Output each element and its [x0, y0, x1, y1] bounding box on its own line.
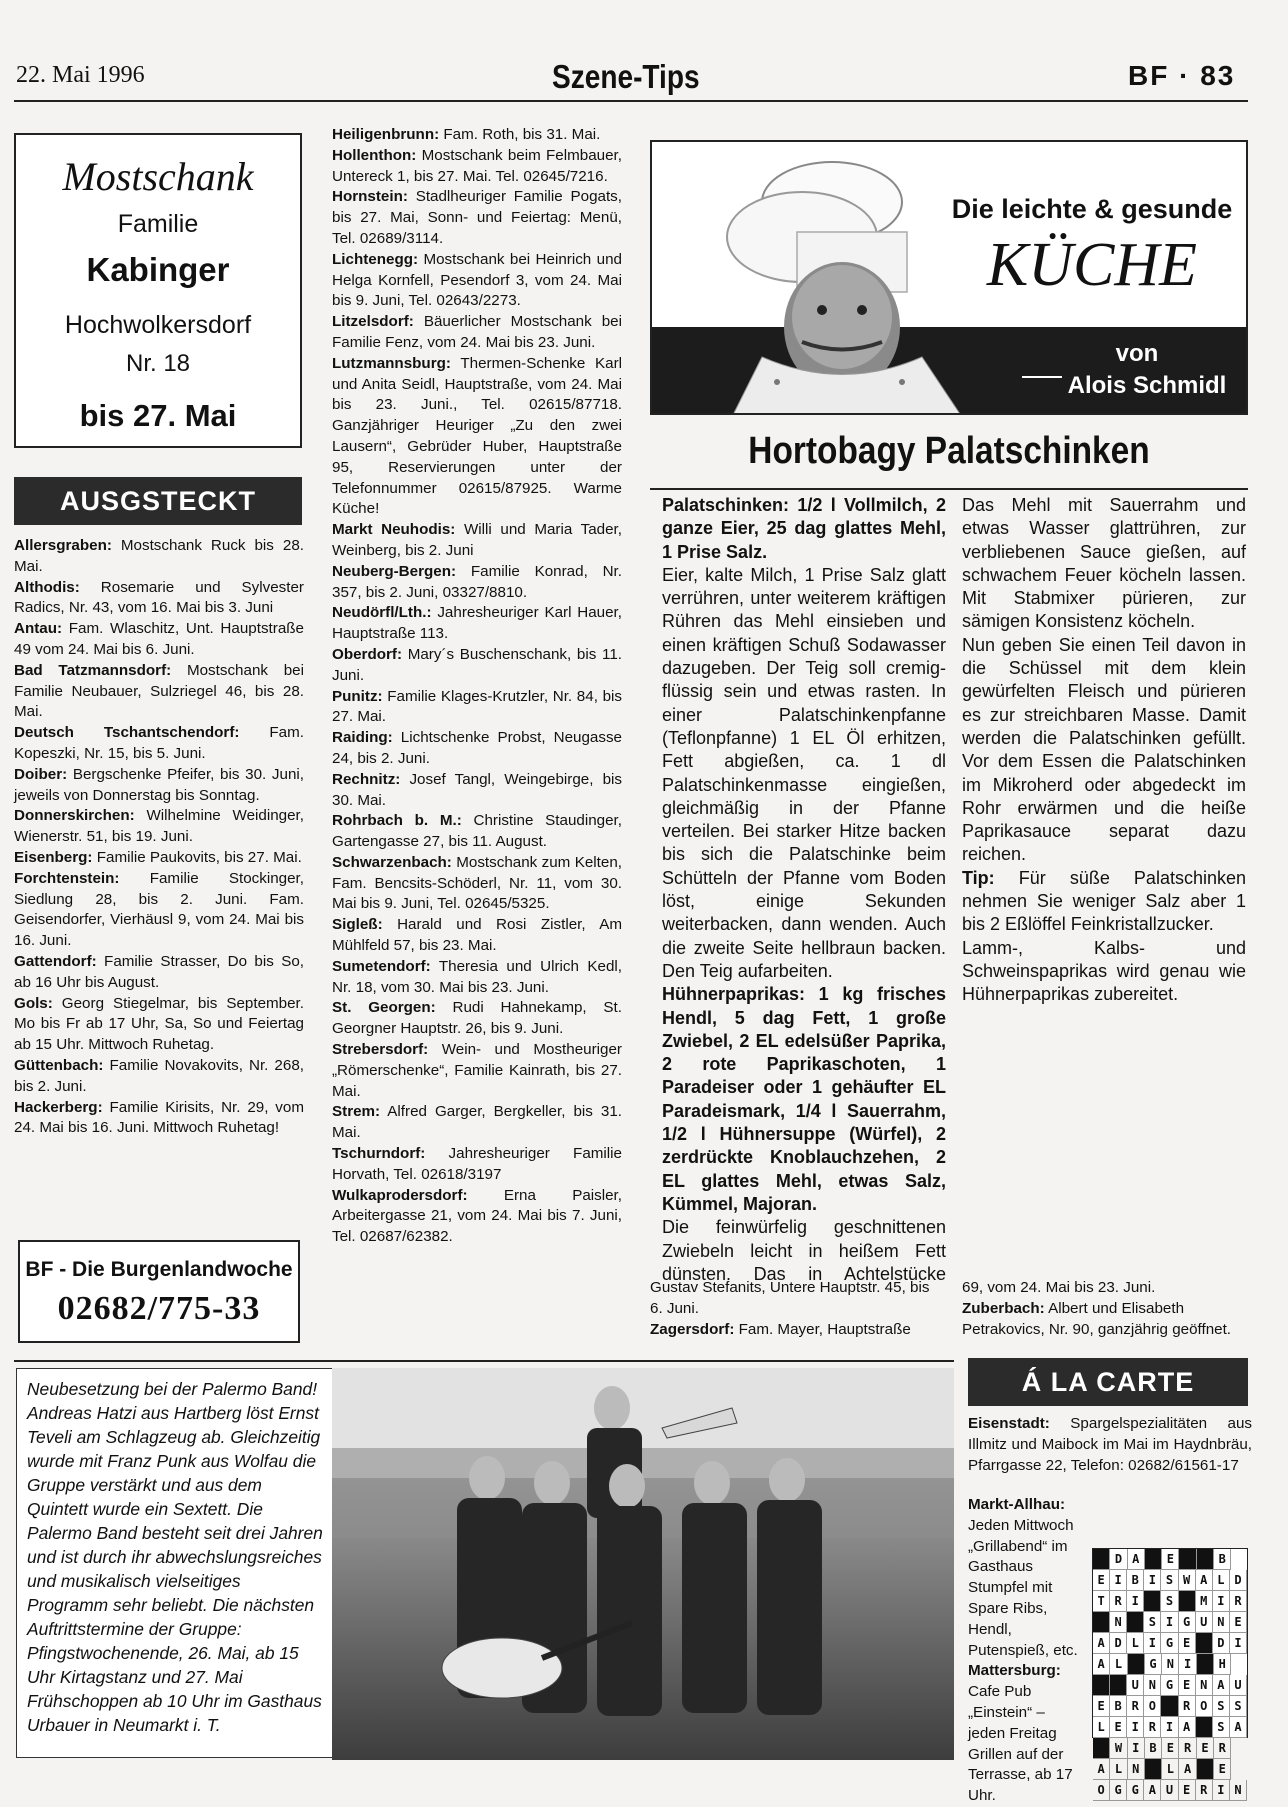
- puzzle-cell: U: [1230, 1675, 1247, 1696]
- listing-text: Familie Kirisits, Nr. 29, vom 24. Mai bis 16. Juni. Mittwoch Ruhetag!: [14, 1098, 304, 1137]
- listing-item: [332, 603, 622, 645]
- listing-place: Neuberg-Bergen:: [332, 562, 457, 580]
- puzzle-cell: L: [1110, 1759, 1127, 1780]
- listing-text: Jahresheuriger Familie Horvath, Tel. 02618/3197: [332, 1145, 622, 1183]
- a-la-carte-heading: Á LA CARTE: [968, 1358, 1248, 1406]
- puzzle-cell: G: [1110, 1780, 1127, 1801]
- puzzle-cell: R: [1127, 1696, 1144, 1717]
- header-divider: [14, 100, 1248, 102]
- listing-place: Zuberbach:: [962, 1299, 1045, 1317]
- recipe-step-5: Lamm-, Kalbs- und Schweinspaprikas wird genau wie Hühnerpaprikas zubereitet.: [962, 937, 1246, 1005]
- puzzle-cell: G: [1161, 1675, 1178, 1696]
- listing-item: [332, 998, 622, 1040]
- listing-place: Strem:: [332, 1103, 381, 1121]
- puzzle-cell: U: [1196, 1612, 1213, 1633]
- puzzle-cell: [1196, 1717, 1213, 1738]
- puzzle-cell: N: [1128, 1759, 1145, 1780]
- puzzle-cell: D: [1230, 1570, 1247, 1591]
- tip-label: Tip:: [962, 867, 995, 888]
- recipe-ingredients-huehnerpaprikas: Hühnerpaprikas: 1 kg frisches Hendl, 5 dag Fett, 1 große Zwiebel, 2 EL edelsüßer Paprika, 2 rote Paprikaschoten, 1 Paradeiser oder 1 gehäufter EL Paradeismark, 1/4 l Sauerrahm, 1/2 l Hühnersuppe (Würfel), 2 zerdrückte Knoblauchzehen, 2 EL glattes Mehl, etwas Salz, Kümmel, Majoran.: [662, 984, 946, 1214]
- listing-place: Zagersdorf:: [650, 1320, 735, 1338]
- listing-item: [14, 994, 304, 1056]
- puzzle-cell: [1145, 1549, 1162, 1570]
- listing-place: Raiding:: [332, 729, 393, 747]
- listing-continuation-2: [962, 1278, 1252, 1340]
- listing-item: [14, 619, 304, 661]
- kueche-von: von: [1115, 340, 1159, 367]
- puzzle-cell: S: [1161, 1570, 1178, 1591]
- recipe-column-2: [962, 494, 1246, 1007]
- puzzle-cell: A: [1128, 1549, 1145, 1570]
- puzzle-row: [1093, 1549, 1247, 1570]
- listing-place: Sumetendorf:: [332, 957, 431, 975]
- recipe-column-1: [662, 494, 946, 1286]
- listing-place: Schwarzenbach:: [332, 853, 452, 871]
- listing-place: Strebersdorf:: [332, 1041, 429, 1059]
- listing-item: [332, 187, 622, 249]
- listing-item: [332, 728, 622, 770]
- puzzle-cell: R: [1196, 1780, 1213, 1801]
- puzzle-cell: E: [1162, 1738, 1179, 1759]
- listing-text: Erna Paisler, Arbeitergasse 21, vom 24. Mai bis 7. Juni, Tel. 02687/62382.: [332, 1186, 622, 1246]
- puzzle-cell: [1197, 1759, 1214, 1780]
- listing-place: Hackerberg:: [14, 1098, 103, 1116]
- puzzle-cell: W: [1110, 1738, 1127, 1759]
- carte-entries-narrow: [968, 1495, 1080, 1807]
- listing-item: [332, 915, 622, 957]
- carte-text: Cafe Pub „Einstein“ – jeden Freitag Grillen auf der Terrasse, ab 17 Uhr.: [968, 1683, 1073, 1805]
- puzzle-cell: D: [1110, 1633, 1127, 1654]
- listing-place: Lutzmannsburg:: [332, 354, 451, 372]
- mostschank-title: Mostschank: [62, 154, 254, 199]
- puzzle-cell: R: [1214, 1738, 1231, 1759]
- listing-item: [332, 853, 622, 915]
- listing-text: Familie Paukovits, bis 27. Mai.: [92, 848, 302, 866]
- listing-text: Mostschank beim Felmbauer, Untereck 1, bis 27. Mai. Tel. 02645/7216.: [332, 146, 622, 185]
- puzzle-row: [1093, 1633, 1247, 1654]
- puzzle-cell: H: [1214, 1654, 1231, 1675]
- listing-place: Markt Neuhodis:: [332, 521, 456, 539]
- carte-place: Markt-Allhau:: [968, 1496, 1066, 1513]
- puzzle-cell: [1128, 1654, 1145, 1675]
- puzzle-cell: [1110, 1675, 1127, 1696]
- puzzle-cell: N: [1213, 1612, 1230, 1633]
- puzzle-cell: E: [1110, 1717, 1127, 1738]
- listing-text: Fam. Kopeszki, Nr. 15, bis 5. Juni.: [14, 724, 304, 762]
- puzzle-cell: [1145, 1759, 1162, 1780]
- listing-text: Familie Klages-Krutzler, Nr. 84, bis 27. Mai.: [332, 687, 622, 726]
- puzzle-cell: I: [1179, 1654, 1196, 1675]
- puzzle-cell: E: [1093, 1570, 1110, 1591]
- listing-item: [332, 562, 622, 604]
- puzzle-cell: N: [1144, 1675, 1161, 1696]
- listing-text: Alfred Garger, Bergkeller, bis 31. Mai.: [332, 1103, 622, 1142]
- listing-text: Thermen-Schenke Karl und Anita Seidl, Hauptstraße, vom 24. Mai bis 23. Juni., Tel. 02615/87718. Ganzjähriger Heuriger „Zu den zwei Lausern“, Gebrüder Huber, Hauptstraße 95, Reservierungen unter der Telefonnummer 02615/87925. Warme Küche!: [332, 354, 622, 518]
- puzzle-cell: E: [1179, 1780, 1196, 1801]
- kueche-title: KÜCHE: [986, 231, 1198, 299]
- puzzle-cell: L: [1213, 1570, 1230, 1591]
- listing-text: Wilhelmine Weidinger, Wienerstr. 51, bis 19. Juni.: [14, 807, 304, 846]
- listing-text: Jahresheuriger Karl Hauer, Hauptstraße 113.: [332, 604, 622, 643]
- listing-item: [332, 811, 622, 853]
- listing-place: Deutsch Tschantschendorf:: [14, 724, 240, 742]
- recipe-step-4: Nun geben Sie einen Teil davon in die Schüssel mit dem klein gewürfelten Fleisch und pürieren es zur streichbaren Masse. Damit werden die Palatschinken gefüllt. Vor dem Essen die Palatschinken im Mikroherd oder abgedeckt im Rohr erwärmen und die heiße Paprikasauce separat dazu reichen.: [962, 634, 1246, 865]
- listing-text: Fam. Wlaschitz, Unt. Hauptstraße 49 vom 24. Mai bis 6. Juni.: [14, 620, 304, 658]
- puzzle-cell: I: [1127, 1717, 1144, 1738]
- puzzle-cell: U: [1127, 1675, 1144, 1696]
- puzzle-cell: R: [1179, 1738, 1196, 1759]
- listing-place: Wulkaprodersdorf:: [332, 1186, 468, 1204]
- listing-text: Theresia und Ulrich Kedl, Nr. 18, vom 30. Mai bis 23. Juni.: [332, 957, 622, 996]
- puzzle-cell: [1093, 1612, 1110, 1633]
- puzzle-cell: L: [1127, 1633, 1144, 1654]
- recipe-step-3: Das Mehl mit Sauerrahm und etwas Wasser glattrühren, zur verbliebenen Sauce gießen, auf schwachem Feuer köcheln lassen. Mit Stabmixer pürieren, zur sämigen Konsistenz köcheln.: [962, 495, 1246, 632]
- puzzle-cell: D: [1213, 1633, 1230, 1654]
- puzzle-cell: S: [1161, 1591, 1178, 1612]
- listing-text: Stadlheuriger Familie Pogats, bis 27. Mai, Sonn- und Feiertag: Menü, Tel. 02689/3114.: [332, 188, 622, 247]
- listing-text: Familie Strasser, Do bis So, ab 16 Uhr bis August.: [14, 952, 304, 991]
- puzzle-cell: I: [1144, 1570, 1161, 1591]
- tip-text: Für süße Palatschinken nehmen Sie weniger Salz aber 1 bis 2 Eßlöffel Feinkristallzucker.: [962, 867, 1246, 935]
- puzzle-cell: A: [1196, 1570, 1213, 1591]
- puzzle-row: [1093, 1591, 1247, 1612]
- kueche-subtitle: Die leichte & gesunde: [951, 194, 1233, 224]
- puzzle-cell: I: [1144, 1633, 1161, 1654]
- listing-place: Güttenbach:: [14, 1056, 104, 1074]
- puzzle-cell: T: [1093, 1591, 1110, 1612]
- listing-place: Bad Tatzmannsdorf:: [14, 661, 172, 679]
- listing-text: Mostschank bei Heinrich und Helga Kornfell, Pesendorf 3, vom 24. Mai bis 9. Juni, Tel. 02643/2273.: [332, 250, 622, 310]
- listing-place: Allersgraben:: [14, 537, 112, 554]
- listing-cont-text: Gustav Stefanits, Untere Hauptstr. 45, bis 6. Juni.: [650, 1279, 930, 1317]
- mostschank-family: Familie: [117, 210, 199, 238]
- puzzle-cell: R: [1110, 1591, 1127, 1612]
- listing-item: [332, 250, 622, 312]
- listing-item: [14, 869, 304, 952]
- listing-column-1: [14, 536, 304, 1139]
- crossword-puzzle: [1092, 1548, 1248, 1797]
- puzzle-row: [1093, 1675, 1247, 1696]
- listing-place: Tschurndorf:: [332, 1145, 426, 1163]
- puzzle-cell: D: [1110, 1549, 1127, 1570]
- listing-place: Heiligenbrunn:: [332, 126, 440, 143]
- listing-text: Mostschank Ruck bis 28. Mai.: [14, 537, 304, 575]
- puzzle-cell: O: [1144, 1696, 1161, 1717]
- listing-item: [14, 848, 304, 869]
- listing-item: [332, 687, 622, 729]
- listing-place: Neudörfl/Lth.:: [332, 604, 432, 622]
- puzzle-cell: L: [1093, 1717, 1110, 1738]
- listing-place: Litzelsdorf:: [332, 313, 414, 331]
- puzzle-cell: B: [1110, 1696, 1127, 1717]
- listing-place: Hornstein:: [332, 188, 408, 206]
- puzzle-cell: N: [1196, 1675, 1213, 1696]
- listing-text: Mary´s Buschenschank, bis 11. Juni.: [332, 645, 622, 684]
- listing-text: Mostschank bei Familie Neubauer, Sulzriegel 46, bis 28. Mai.: [14, 661, 304, 721]
- band-photo: [332, 1368, 954, 1760]
- puzzle-cell: S: [1144, 1612, 1161, 1633]
- mostschank-number: Nr. 18: [125, 350, 191, 377]
- chef-portrait: [652, 142, 992, 415]
- puzzle-row: [1093, 1738, 1247, 1759]
- listing-item: [14, 1098, 304, 1140]
- listing-item: [332, 1186, 622, 1248]
- puzzle-cell: G: [1127, 1780, 1144, 1801]
- puzzle-cell: N: [1162, 1654, 1179, 1675]
- listing-item: [14, 765, 304, 807]
- carte-place: Mattersburg:: [968, 1662, 1061, 1680]
- listing-item: [332, 125, 622, 146]
- puzzle-cell: R: [1179, 1696, 1196, 1717]
- listing-place: Doiber:: [14, 765, 68, 783]
- listing-item: [332, 1040, 622, 1102]
- page-number: BF · 83: [1128, 60, 1236, 91]
- puzzle-cell: I: [1213, 1591, 1230, 1612]
- listing-text: Familie Novakovits, Nr. 268, bis 2. Juni.: [14, 1056, 304, 1095]
- mostschank-town: Hochwolkersdorf: [64, 311, 252, 339]
- issue-date: 22. Mai 1996: [16, 62, 145, 88]
- listing-item: [14, 661, 304, 723]
- puzzle-cell: W: [1179, 1570, 1196, 1591]
- puzzle-cell: A: [1144, 1780, 1161, 1801]
- listing-place: Althodis:: [14, 578, 80, 596]
- carte-entry-eisenstadt: [968, 1414, 1252, 1476]
- listing-place: Sigleß:: [332, 916, 383, 934]
- puzzle-cell: [1197, 1654, 1214, 1675]
- listing-place: Punitz:: [332, 687, 383, 705]
- listing-continuation-1: [650, 1278, 940, 1340]
- puzzle-cell: E: [1197, 1738, 1214, 1759]
- listing-column-2: [332, 125, 622, 1248]
- listing-item: [14, 578, 304, 620]
- recipe-divider: [650, 488, 1248, 490]
- listing-place: Gattendorf:: [14, 952, 97, 970]
- listing-text: Albert und Elisabeth Petrakovics, Nr. 90, ganzjährig geöffnet.: [962, 1299, 1232, 1338]
- puzzle-cell: A: [1213, 1675, 1230, 1696]
- listing-place: Gols:: [14, 994, 53, 1012]
- puzzle-cell: [1093, 1549, 1110, 1570]
- recipe-ingredients-palatschinken: Palatschinken: 1/2 l Vollmilch, 2 ganze Eier, 25 dag glattes Mehl, 1 Prise Salz.: [662, 495, 946, 562]
- puzzle-cell: [1127, 1612, 1144, 1633]
- listing-text: Familie Konrad, Nr. 357, bis 2. Juni, 03327/8810.: [332, 562, 622, 601]
- puzzle-cell: G: [1161, 1633, 1178, 1654]
- bottom-divider: [14, 1360, 954, 1362]
- listing-item: [332, 312, 622, 354]
- listing-item: [332, 770, 622, 812]
- puzzle-cell: B: [1214, 1549, 1231, 1570]
- puzzle-cell: I: [1230, 1633, 1247, 1654]
- section-title: Szene-Tips: [552, 58, 700, 95]
- recipe-tip: [962, 867, 1246, 937]
- puzzle-cell: A: [1093, 1654, 1110, 1675]
- puzzle-cell: S: [1213, 1717, 1230, 1738]
- burgenlandwoche-ad: [18, 1240, 300, 1343]
- puzzle-cell: E: [1230, 1612, 1247, 1633]
- palermo-article: Neubesetzung bei der Palermo Band! Andreas Hatzi aus Hartberg löst Ernst Teveli am Schlagzeug ab. Gleichzeitig wurde mit Franz Punk aus Wolfau die Gruppe verstärkt und aus dem Quintett wurde ein Sextett. Die Palermo Band besteht seit drei Jahren und ist durch ihr abwechslungsreiches und musikalisch vielseitiges Programm sehr beliebt. Die nächsten Auftrittstermine der Gruppe: Pfingstwochenende, 26. Mai, ab 15 Uhr Kirtagstanz und 27. Mai Frühschoppen ab 10 Uhr im Gasthaus Urbauer in Neumarkt i. T.: [16, 1368, 334, 1758]
- kueche-banner: [650, 140, 1248, 415]
- bf-title: BF - Die Burgenlandwoche: [25, 1258, 293, 1281]
- puzzle-cell: A: [1179, 1717, 1196, 1738]
- listing-place: Rechnitz:: [332, 770, 401, 788]
- puzzle-cell: [1179, 1549, 1196, 1570]
- listing-place: Forchtenstein:: [14, 869, 120, 887]
- mostschank-ad: [14, 133, 302, 448]
- listing-text: Wein- und Mostheuriger „Römerschenke“, Familie Kainrath, bis 27. Mai.: [332, 1041, 622, 1100]
- puzzle-row: [1093, 1654, 1247, 1675]
- puzzle-cell: E: [1179, 1633, 1196, 1654]
- puzzle-row: [1093, 1612, 1247, 1633]
- listing-text: Fam. Roth, bis 31. Mai.: [439, 126, 601, 143]
- listing-item: [14, 723, 304, 765]
- listing-item: [332, 146, 622, 188]
- listing-place: Rohrbach b. M.:: [332, 812, 462, 830]
- listing-text: Christine Staudinger, Gartengasse 27, bis 11. August.: [332, 812, 622, 851]
- puzzle-cell: O: [1093, 1780, 1110, 1801]
- puzzle-cell: [1093, 1675, 1110, 1696]
- puzzle-cell: U: [1161, 1780, 1178, 1801]
- listing-text: Bergschenke Pfeifer, bis 30. Juni, jeweils von Donnerstag bis Sonntag.: [14, 765, 304, 804]
- listing-item: [332, 354, 622, 520]
- listing-item: [332, 1144, 622, 1186]
- listing-item: [332, 1102, 622, 1144]
- puzzle-cell: I: [1161, 1717, 1178, 1738]
- puzzle-cell: L: [1162, 1759, 1179, 1780]
- listing-text: Harald und Rosi Zistler, Am Mühlfeld 57, bis 23. Mai.: [332, 916, 622, 955]
- puzzle-cell: E: [1214, 1759, 1231, 1780]
- puzzle-cell: I: [1128, 1738, 1145, 1759]
- listing-text: Bäuerlicher Mostschank bei Familie Fenz, vom 24. Mai bis 23. Juni.: [332, 313, 622, 351]
- listing-text: Rosemarie und Sylvester Radics, Nr. 43, vom 16. Mai bis 3. Juni: [14, 578, 304, 617]
- puzzle-cell: B: [1145, 1738, 1162, 1759]
- puzzle-cell: I: [1161, 1612, 1178, 1633]
- kueche-author: Alois Schmidl: [1067, 372, 1227, 399]
- bf-phone: 02682/775-33: [57, 1290, 261, 1327]
- listing-item: [14, 1056, 304, 1098]
- listing-item: [332, 645, 622, 687]
- puzzle-row: [1093, 1717, 1247, 1738]
- listing-place: Oberdorf:: [332, 645, 403, 663]
- carte-text: Spargelspezialitäten aus Illmitz und Maibock im Mai im Haydnbräu, Pfarrgasse 22, Telefon: 02682/61561-17: [968, 1415, 1252, 1474]
- puzzle-cell: A: [1179, 1759, 1196, 1780]
- listing-text: Georg Stiegelmar, bis September. Mo bis Fr ab 17 Uhr, Sa, So und Feiertag ab 15 Uhr. Mittwoch Ruhetag.: [14, 994, 304, 1054]
- listing-item: [332, 520, 622, 562]
- listing-place: Antau:: [14, 620, 63, 638]
- puzzle-cell: S: [1213, 1696, 1230, 1717]
- listing-item: [332, 957, 622, 999]
- puzzle-cell: E: [1162, 1549, 1179, 1570]
- listing-place: Donnerskirchen:: [14, 807, 135, 825]
- puzzle-cell: B: [1127, 1570, 1144, 1591]
- puzzle-row: [1093, 1759, 1247, 1780]
- puzzle-cell: S: [1230, 1696, 1247, 1717]
- listing-item: [650, 1320, 940, 1341]
- listing-place: Hollenthon:: [332, 146, 417, 164]
- puzzle-row: [1093, 1780, 1247, 1801]
- puzzle-cell: I: [1213, 1780, 1230, 1801]
- carte-place: Eisenstadt:: [968, 1415, 1050, 1432]
- recipe-title: Hortobagy Palatschinken: [748, 430, 1150, 472]
- puzzle-cell: E: [1179, 1675, 1196, 1696]
- puzzle-row: [1093, 1696, 1247, 1717]
- listing-text: Fam. Mayer, Hauptstraße: [734, 1320, 911, 1338]
- listing-item: [14, 806, 304, 848]
- puzzle-cell: I: [1110, 1570, 1127, 1591]
- listing-text: Mostschank zum Kelten, Fam. Bencsits-Schöderl, Nr. 11, vom 30. Mai bis 9. Juni, Tel. 02645/5325.: [332, 853, 622, 913]
- listing-item: [962, 1299, 1252, 1341]
- puzzle-cell: A: [1093, 1633, 1110, 1654]
- puzzle-cell: [1196, 1633, 1213, 1654]
- puzzle-cell: [1161, 1696, 1178, 1717]
- listing-item: [14, 952, 304, 994]
- puzzle-cell: M: [1196, 1591, 1213, 1612]
- puzzle-cell: L: [1110, 1654, 1127, 1675]
- mostschank-until: bis 27. Mai: [79, 398, 237, 433]
- puzzle-cell: [1093, 1738, 1110, 1759]
- recipe-step-1: Eier, kalte Milch, 1 Prise Salz glatt verrühren, unter weiterem kräftigen Rühren das Mehl einsieben und einen kräftigen Schuß Sodawasser dazugeben. Der Teig soll cremig-flüssig sein und etwas rasten. In einer Palatschinkenpfanne (Teflonpfanne) 1 EL Öl erhitzen, Fett abgießen, ca. 1 dl Palatschinkenmasse eingießen, gleichmäßig in der Pfanne verteilen. Bei starker Hitze backen bis sich die Palatschinke beim Schütteln der Pfanne vom Boden löst, einige Sekunden weiterbacken, dann wenden. Auch die zweite Seite hellbraun backen. Den Teig aufarbeiten.: [662, 564, 946, 981]
- puzzle-cell: E: [1093, 1696, 1110, 1717]
- puzzle-cell: [1179, 1591, 1196, 1612]
- puzzle-cell: I: [1127, 1591, 1144, 1612]
- listing-place: Lichtenegg:: [332, 250, 419, 268]
- listing-place: Eisenberg:: [14, 848, 93, 866]
- puzzle-cell: A: [1093, 1759, 1110, 1780]
- puzzle-cell: O: [1196, 1696, 1213, 1717]
- listing-text: Rudi Hahnekamp, St. Georgner Hauptstr. 26, bis 9. Juni.: [332, 999, 622, 1038]
- mostschank-name: Kabinger: [86, 251, 230, 288]
- puzzle-cell: G: [1179, 1612, 1196, 1633]
- ausgsteckt-heading: AUSGSTECKT: [14, 477, 302, 525]
- puzzle-row: [1093, 1570, 1247, 1591]
- listing-place: St. Georgen:: [332, 999, 436, 1017]
- listing-text: Josef Tangl, Weingebirge, bis 30. Mai.: [332, 770, 622, 809]
- puzzle-cell: [1144, 1591, 1161, 1612]
- listing-cont-text: 69, vom 24. Mai bis 23. Juni.: [962, 1279, 1156, 1296]
- puzzle-cell: R: [1230, 1591, 1247, 1612]
- puzzle-cell: G: [1145, 1654, 1162, 1675]
- listing-item: [14, 536, 304, 578]
- listing-text: Familie Stockinger, Siedlung 28, bis 2. Juni. Fam. Geisendorfer, Vierhäusl 9, vom 24. Mai bis 16. Juni.: [14, 869, 304, 950]
- puzzle-cell: N: [1110, 1612, 1127, 1633]
- listing-text: Willi und Maria Tader, Weinberg, bis 2. Juni: [332, 521, 622, 559]
- band-members-figure: [332, 1368, 954, 1760]
- recipe-step-2: Die feinwürfelig geschnittenen Zwiebeln leicht in heißem Fett dünsten. Das in Achtelstücke: [662, 1217, 946, 1284]
- listing-text: Lichtschenke Probst, Neugasse 24, bis 2. Juni.: [332, 729, 622, 767]
- puzzle-cell: A: [1230, 1717, 1247, 1738]
- puzzle-cell: N: [1230, 1780, 1247, 1801]
- carte-text: Jeden Mittwoch „Grillabend“ im Gasthaus Stumpfel mit Spare Ribs, Hendl, Putenspieß, etc.: [968, 1516, 1078, 1659]
- puzzle-cell: R: [1144, 1717, 1161, 1738]
- puzzle-cell: [1197, 1549, 1214, 1570]
